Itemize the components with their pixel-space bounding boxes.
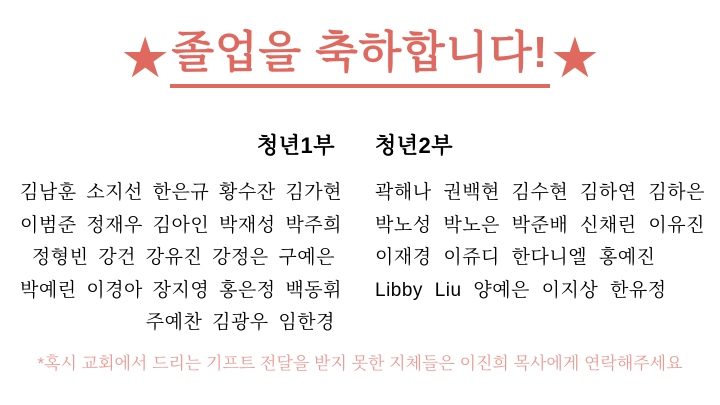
name-line: 정형빈 강건 강유진 강정은 구예은 — [31, 247, 335, 268]
name-line: 김남훈 소지선 한은규 황수잔 김가현 — [20, 182, 342, 203]
section-youth2 — [375, 131, 710, 340]
slide-title — [0, 28, 720, 88]
name-line: Libby Liu 양예은 이지상 한유정 — [375, 279, 667, 301]
footer-note: *혹시 교회에서 드리는 기프트 전달을 받지 못한 지체들은 이진희 목사에게 연락해주세요 — [37, 354, 683, 373]
name-columns — [20, 131, 710, 340]
name-line: 이범준 정재우 김아인 박재성 박주희 — [20, 214, 342, 236]
section-header-youth2: 청년2부 — [375, 133, 453, 158]
name-line: 박노성 박노은 박준배 신채린 이유진 — [375, 214, 705, 236]
title-text: 졸업을 축하합니다! — [170, 28, 551, 88]
star-icon-left: ★ — [122, 29, 168, 86]
section-header-youth1: 청년1부 — [257, 133, 335, 158]
name-line: 주예찬 김광우 임한경 — [145, 312, 335, 333]
name-line: 이재경 이쥬디 한다니엘 홍예진 — [375, 247, 656, 268]
name-line: 박예린 이경아 장지영 홍은정 백동휘 — [20, 279, 342, 301]
section-youth1 — [20, 131, 342, 340]
star-icon-right: ★ — [552, 29, 598, 86]
name-line: 곽해나 권백현 김수현 김하연 김하은 — [375, 182, 705, 203]
